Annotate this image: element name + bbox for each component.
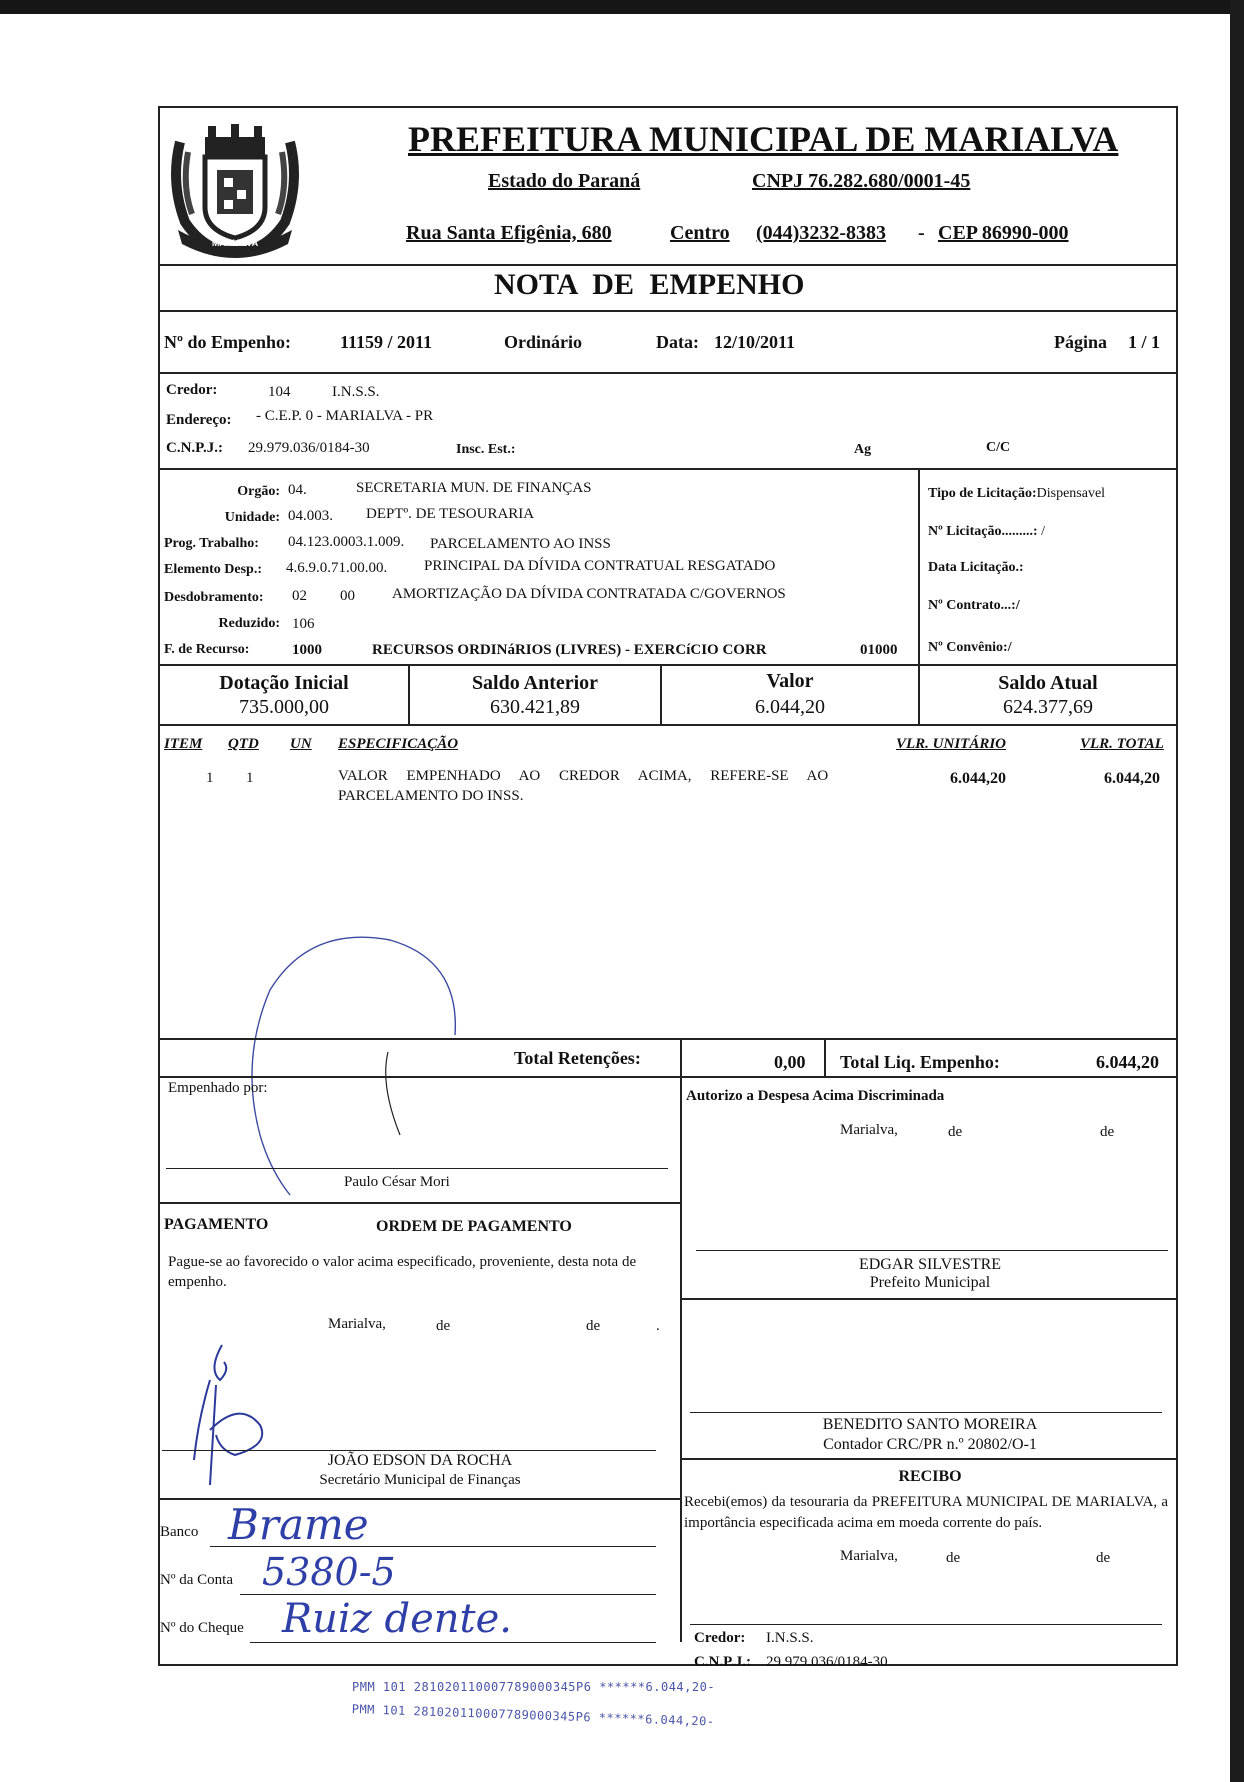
- empenho-number: 11159 / 2011: [340, 332, 433, 352]
- date-value: 12/10/2011: [714, 332, 796, 352]
- col-header-vlr-total: VLR. TOTAL: [1080, 736, 1164, 752]
- divider: [158, 372, 1178, 374]
- col-header-un: UN: [290, 736, 312, 752]
- cheque-line: [250, 1642, 656, 1643]
- secretario-name: JOÃO EDSON DA ROCHA: [327, 1452, 513, 1469]
- ordem-pagamento-label: ORDEM DE PAGAMENTO: [376, 1218, 572, 1235]
- bank-stamp-line-2: PMM 101 281020110007789000345P6 ******6.044,20-: [351, 1702, 715, 1729]
- signature-line: [690, 1412, 1162, 1413]
- agency-label: Ag: [854, 442, 872, 457]
- recibo-cnpj-label: C.N.P.J.:: [694, 1654, 751, 1670]
- empenho-number-label: Nº do Empenho:: [164, 332, 291, 352]
- autorizo-label: Autorizo a Despesa Acima Discriminada: [686, 1088, 945, 1104]
- divider: [158, 264, 1178, 266]
- divider: [680, 1458, 1178, 1460]
- total-retencoes-value: 0,00: [774, 1052, 806, 1072]
- autorizo-de-1: de: [948, 1124, 963, 1140]
- contador-role: Contador CRC/PR n.º 20802/O-1: [823, 1436, 1037, 1453]
- col-header-vlr-unitario: VLR. UNITÁRIO: [896, 736, 1007, 752]
- recibo-text: Recebi(emos) da tesouraria da PREFEITURA MUNICIPAL DE MARIALVA, a importância especificada acima em moeda corrente do país.: [684, 1494, 1168, 1531]
- date-label: Data:: [656, 332, 699, 352]
- item-unit-value: 6.044,20: [950, 770, 1006, 787]
- orgao-name: SECRETARIA MUN. DE FINANÇAS: [356, 480, 592, 496]
- conta-value: 5380-5: [262, 1550, 396, 1594]
- credor-label: Credor:: [166, 382, 218, 398]
- desdobramento-code-1: 02: [292, 588, 307, 604]
- dotacao-inicial-label: Dotação Inicial: [219, 672, 349, 694]
- orgao-code: 04.: [288, 482, 307, 498]
- elemento-code: 4.6.9.0.71.00.00.: [286, 560, 388, 576]
- pagamento-dot: .: [656, 1318, 660, 1334]
- credor-cnpj-label: C.N.P.J.:: [166, 440, 223, 456]
- licitacao-number-value: /: [1041, 524, 1045, 539]
- desdobramento-code-2: 00: [340, 588, 355, 604]
- recibo-cnpj-value: 29.979.036/0184-30: [766, 1654, 888, 1670]
- conta-label: Nº da Conta: [160, 1572, 233, 1588]
- item-qtd: 1: [246, 770, 254, 786]
- convenio-label: Nº Convênio:/: [928, 640, 1012, 655]
- signature-line: [166, 1168, 668, 1169]
- item-spec-line-2: PARCELAMENTO DO INSS.: [338, 788, 524, 804]
- banco-value: Brame: [228, 1500, 369, 1549]
- orgao-label: Orgão:: [237, 484, 280, 499]
- divider: [824, 1040, 826, 1076]
- divider: [158, 724, 1178, 726]
- city-crest-logo: [160, 112, 310, 262]
- divider: [918, 468, 920, 664]
- cheque-label: Nº do Cheque: [160, 1620, 244, 1636]
- divider: [680, 1298, 1178, 1300]
- bank-stamp-line-1: PMM 101 281020110007789000345P6 ******6.044,20-: [352, 1680, 716, 1694]
- credor-name: I.N.S.S.: [332, 384, 380, 400]
- valor-label: Valor: [766, 670, 814, 692]
- street-address: Rua Santa Efigênia, 680: [406, 222, 612, 244]
- signature-line: [690, 1624, 1162, 1625]
- credor-address: - C.E.P. 0 - MARIALVA - PR: [256, 408, 434, 424]
- saldo-anterior-value: 630.421,89: [490, 696, 580, 718]
- recibo-credor-label: Credor:: [694, 1630, 746, 1646]
- item-number: 1: [206, 770, 214, 786]
- recibo-label: RECIBO: [898, 1468, 962, 1485]
- unidade-label: Unidade:: [224, 510, 280, 525]
- prog-trabalho-name: PARCELAMENTO AO INSS: [430, 536, 611, 552]
- address-separator: -: [918, 222, 925, 244]
- cnpj-label: CNPJ 76.282.680/0001-45: [752, 170, 971, 192]
- divider: [680, 1038, 682, 1642]
- col-header-especificacao: ESPECIFICAÇÃO: [338, 736, 459, 752]
- prog-trabalho-code: 04.123.0003.1.009.: [288, 534, 405, 550]
- tipo-licitacao-label: Tipo de Licitação:Dispensavel: [928, 486, 1106, 501]
- saldo-atual-value: 624.377,69: [1003, 696, 1093, 718]
- credor-code: 104: [268, 384, 291, 400]
- divider: [158, 310, 1178, 312]
- licitacao-number-label: Nº Licitação.........: /: [928, 524, 1045, 539]
- unidade-name: DEPTº. DE TESOURARIA: [366, 506, 535, 522]
- divider: [158, 1038, 1178, 1040]
- conta-line: [240, 1594, 656, 1595]
- recibo-de-2: de: [1096, 1550, 1111, 1566]
- svg-text:MARIALVA: MARIALVA: [211, 238, 259, 248]
- recibo-city: Marialva,: [840, 1548, 898, 1564]
- autorizo-de-2: de: [1100, 1124, 1115, 1140]
- insc-est-label: Insc. Est.:: [456, 442, 516, 457]
- fonte-recurso-label: F. de Recurso:: [164, 642, 250, 657]
- document-title: NOTA DE EMPENHO: [494, 268, 805, 301]
- autorizo-city: Marialva,: [840, 1122, 898, 1138]
- city-hall-title: PREFEITURA MUNICIPAL DE MARIALVA: [408, 119, 1119, 159]
- empenhado-por-signer: Paulo César Mori: [344, 1174, 450, 1190]
- reduzido-label: Reduzido:: [218, 616, 280, 631]
- state-label: Estado do Paraná: [488, 170, 641, 192]
- divider: [158, 1076, 1178, 1078]
- contador-name: BENEDITO SANTO MOREIRA: [822, 1416, 1038, 1433]
- elemento-label: Elemento Desp.:: [164, 562, 262, 577]
- empenho-type: Ordinário: [504, 332, 583, 352]
- banco-line: [210, 1546, 656, 1547]
- data-licitacao-label: Data Licitação.:: [928, 560, 1024, 575]
- prefeito-role: Prefeito Municipal: [869, 1274, 991, 1291]
- empenhado-por-label: Empenhado por:: [168, 1080, 268, 1096]
- pagamento-text: Pague-se ao favorecido o valor acima especificado, proveniente, desta nota de empenho.: [168, 1254, 637, 1290]
- divider: [158, 1202, 680, 1204]
- divider: [158, 664, 1178, 666]
- pagamento-label: PAGAMENTO: [164, 1216, 269, 1233]
- saldo-atual-label: Saldo Atual: [998, 672, 1098, 694]
- valor-value: 6.044,20: [755, 696, 825, 718]
- page-number: 1 / 1: [1128, 332, 1161, 352]
- cep: CEP 86990-000: [938, 222, 1069, 244]
- pagamento-city: Marialva,: [328, 1316, 386, 1332]
- prog-trabalho-label: Prog. Trabalho:: [164, 536, 259, 551]
- prefeito-name: EDGAR SILVESTRE: [858, 1256, 1002, 1273]
- desdobramento-name: AMORTIZAÇÃO DA DÍVIDA CONTRATADA C/GOVERNOS: [392, 586, 786, 602]
- total-liq-empenho-value: 6.044,20: [1096, 1052, 1159, 1072]
- page-label: Página: [1054, 332, 1108, 352]
- signature-line: [696, 1250, 1168, 1251]
- recibo-de-1: de: [946, 1550, 961, 1566]
- phone-number: (044)3232-8383: [756, 222, 886, 244]
- signature-line: [162, 1450, 656, 1451]
- contrato-label: Nº Contrato...:/: [928, 598, 1020, 613]
- scan-top-edge: [0, 0, 1244, 14]
- item-total-value: 6.044,20: [1104, 770, 1160, 787]
- credor-cnpj: 29.979.036/0184-30: [248, 440, 370, 456]
- handwritten-mark: [160, 920, 480, 1200]
- pagamento-de-1: de: [436, 1318, 451, 1334]
- cheque-value: Ruiz dente.: [282, 1596, 512, 1642]
- convenio-value: /: [1007, 640, 1012, 655]
- divider: [158, 468, 1178, 470]
- total-retencoes-label: Total Retenções:: [514, 1048, 641, 1068]
- tipo-licitacao-value: Dispensavel: [1036, 486, 1106, 501]
- col-header-item: ITEM: [164, 736, 203, 752]
- elemento-name: PRINCIPAL DA DÍVIDA CONTRATUAL RESGATADO: [424, 558, 776, 574]
- dotacao-inicial-value: 735.000,00: [239, 696, 329, 718]
- item-spec-line-1: VALOR EMPENHADO AO CREDOR ACIMA, REFERE-SE AO: [338, 768, 829, 784]
- signature-mark: [370, 1050, 410, 1140]
- saldo-anterior-label: Saldo Anterior: [471, 672, 599, 694]
- reduzido-code: 106: [292, 616, 315, 632]
- desdobramento-label: Desdobramento:: [164, 590, 264, 605]
- secretario-role: Secretário Municipal de Finanças: [319, 1472, 521, 1488]
- fonte-recurso-number: 01000: [860, 642, 898, 658]
- account-label: C/C: [986, 440, 1011, 455]
- contrato-value: /: [1015, 598, 1020, 613]
- unidade-code: 04.003.: [288, 508, 333, 524]
- district: Centro: [670, 222, 730, 244]
- pagamento-de-2: de: [586, 1318, 601, 1334]
- scan-right-edge: [1230, 0, 1244, 1782]
- total-liq-empenho-label: Total Liq. Empenho:: [840, 1052, 1000, 1072]
- banco-label: Banco: [160, 1524, 199, 1540]
- fonte-recurso-code: 1000: [292, 642, 322, 658]
- address-label: Endereço:: [166, 412, 232, 428]
- col-header-qtd: QTD: [228, 736, 259, 752]
- recibo-credor-value: I.N.S.S.: [766, 1630, 814, 1646]
- fonte-recurso-name: RECURSOS ORDINáRIOS (LIVRES) - EXERCíCIO CORR: [372, 642, 767, 658]
